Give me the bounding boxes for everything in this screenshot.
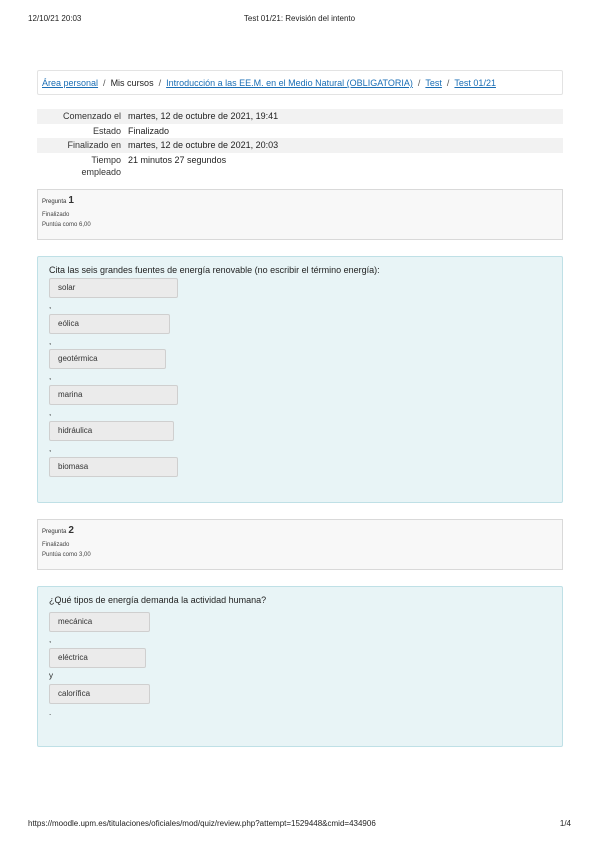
print-date: 12/10/21 20:03 bbox=[28, 14, 82, 23]
answer-separator: y bbox=[49, 671, 53, 680]
answer-field[interactable]: eléctrica bbox=[49, 648, 146, 668]
answer-field[interactable]: hidráulica bbox=[49, 421, 174, 441]
answer-separator: , bbox=[49, 372, 52, 381]
print-footer bbox=[28, 819, 571, 831]
summary-label-line: Tiempo bbox=[91, 154, 121, 165]
summary-value: martes, 12 de octubre de 2021, 20:03 bbox=[128, 140, 279, 150]
breadcrumb-course-link[interactable]: Introducción a las EE.M. en el Medio Natural (OBLIGATORIA) bbox=[166, 78, 413, 88]
answer-separator: , bbox=[49, 408, 52, 417]
question-1-content bbox=[37, 256, 563, 503]
question-number-value: 1 bbox=[68, 195, 74, 206]
answer-separator: , bbox=[49, 444, 52, 453]
print-title: Test 01/21: Revisión del intento bbox=[243, 14, 356, 23]
answer-separator: , bbox=[49, 301, 52, 310]
question-number bbox=[42, 195, 562, 208]
breadcrumb-quiz-link[interactable]: Test 01/21 bbox=[454, 78, 496, 88]
breadcrumb-my-courses: Mis cursos bbox=[110, 78, 154, 88]
summary-label bbox=[37, 153, 128, 181]
summary-row-started bbox=[37, 109, 563, 124]
answer-separator: , bbox=[49, 635, 52, 644]
answer-field[interactable]: calorífica bbox=[49, 684, 150, 704]
breadcrumb-separator: / bbox=[158, 78, 162, 88]
question-state: Finalizado bbox=[42, 212, 70, 218]
answer-field[interactable]: marina bbox=[49, 385, 178, 405]
question-number bbox=[42, 525, 562, 538]
print-page-number: 1/4 bbox=[559, 819, 571, 828]
question-state: Finalizado bbox=[42, 542, 70, 548]
breadcrumb-separator: / bbox=[417, 78, 421, 88]
breadcrumb-home-link[interactable]: Área personal bbox=[42, 78, 99, 88]
answer-field[interactable]: biomasa bbox=[49, 457, 178, 477]
answer-field[interactable]: eólica bbox=[49, 314, 170, 334]
summary-row-state bbox=[37, 124, 563, 139]
question-prefix: Pregunta bbox=[42, 529, 67, 535]
question-2-info bbox=[37, 519, 563, 570]
question-grade: Puntúa como 3,00 bbox=[42, 552, 91, 558]
question-number-value: 2 bbox=[68, 525, 74, 536]
summary-label-line: empleado bbox=[81, 166, 121, 177]
summary-label: Comenzado el bbox=[62, 111, 121, 121]
breadcrumb-separator: / bbox=[446, 78, 450, 88]
breadcrumb bbox=[37, 70, 563, 95]
answer-field[interactable]: solar bbox=[49, 278, 178, 298]
print-header bbox=[28, 14, 571, 26]
question-text: Cita las seis grandes fuentes de energía renovable (no escribir el término energía): bbox=[49, 265, 380, 275]
answer-field[interactable]: mecánica bbox=[49, 612, 150, 632]
summary-label: Estado bbox=[92, 125, 121, 136]
question-2-content bbox=[37, 586, 563, 747]
answer-separator: , bbox=[49, 337, 52, 346]
question-grade: Puntúa como 6,00 bbox=[42, 222, 91, 228]
summary-value: Finalizado bbox=[128, 125, 170, 136]
breadcrumb-test-link[interactable]: Test bbox=[425, 78, 442, 88]
attempt-summary-table bbox=[37, 109, 563, 181]
summary-label: Finalizado en bbox=[67, 140, 121, 150]
answer-separator: . bbox=[49, 708, 52, 717]
summary-value: martes, 12 de octubre de 2021, 19:41 bbox=[128, 111, 279, 121]
print-url: https://moodle.upm.es/titulaciones/oficiales/mod/quiz/review.php?attempt=1529448&cmid=434906 bbox=[28, 819, 376, 828]
question-prefix: Pregunta bbox=[42, 199, 67, 205]
answer-field[interactable]: geotérmica bbox=[49, 349, 166, 369]
summary-value: 21 minutos 27 segundos bbox=[128, 154, 227, 165]
breadcrumb-separator: / bbox=[103, 78, 106, 88]
summary-row-time bbox=[37, 153, 563, 181]
summary-row-finished bbox=[37, 138, 563, 153]
question-text: ¿Qué tipos de energía demanda la actividad humana? bbox=[49, 595, 267, 605]
question-1-info bbox=[37, 189, 563, 240]
